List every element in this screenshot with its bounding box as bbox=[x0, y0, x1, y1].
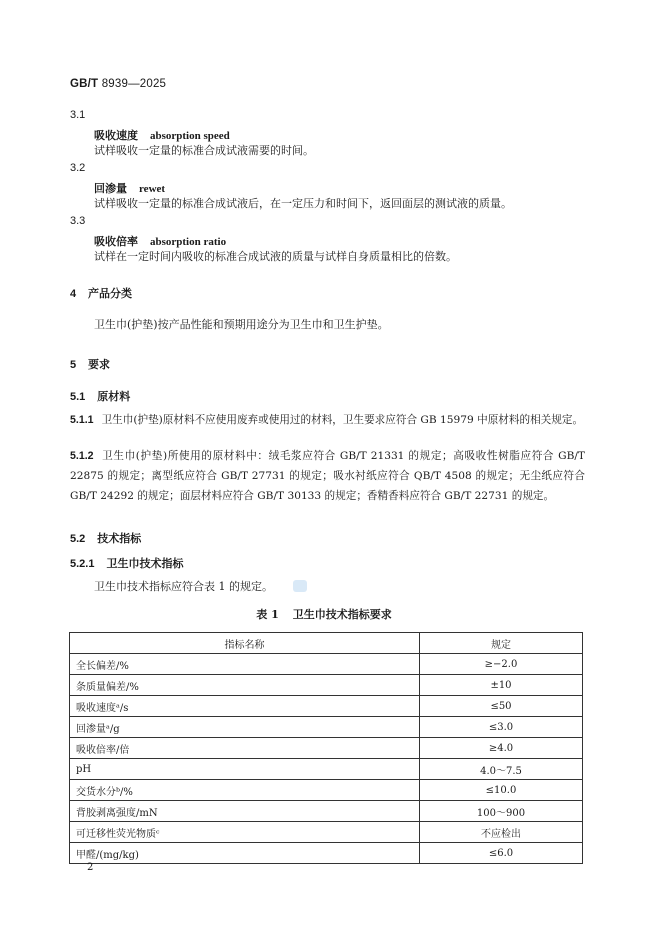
section-title: 产品分类 bbox=[88, 288, 132, 300]
watermark-stamp bbox=[293, 580, 307, 592]
section-number: 4 bbox=[70, 288, 77, 300]
table-header-cell: 规定 bbox=[420, 633, 583, 654]
term-definition: 试样在一定时间内吸收的标准合成试液的质量与试样自身质量相比的倍数。 bbox=[94, 250, 457, 263]
standard-prefix: GB/T bbox=[70, 78, 99, 90]
table-cell-name: 吸收速度ᵃ/s bbox=[70, 696, 420, 717]
table-cell-value: ≤10.0 bbox=[420, 780, 583, 801]
table-row bbox=[70, 654, 583, 675]
table-cell-value: ±10 bbox=[420, 675, 583, 696]
clause-number: 5.1.1 bbox=[70, 414, 94, 426]
table-cell-value: ≤3.0 bbox=[420, 717, 583, 738]
subsection-title: 技术指标 bbox=[97, 533, 142, 545]
section-text: 卫生巾(护垫)按产品性能和预期用途分为卫生巾和卫生护垫。 bbox=[94, 318, 389, 331]
table-row bbox=[70, 843, 583, 864]
table-cell-value: ≥4.0 bbox=[420, 738, 583, 759]
term-en: absorption speed bbox=[150, 130, 230, 142]
table-cell-value: 100～900 bbox=[420, 801, 583, 822]
term-cn: 吸收速度 bbox=[94, 129, 138, 142]
subsubsection-number: 5.2.1 bbox=[70, 558, 95, 570]
subsection-title: 原材料 bbox=[97, 391, 131, 403]
term-cn: 吸收倍率 bbox=[94, 235, 138, 248]
subsection-heading bbox=[70, 388, 130, 404]
term-en: absorption ratio bbox=[150, 236, 227, 248]
table-row bbox=[70, 759, 583, 780]
table-cell-name: 全长偏差/% bbox=[70, 654, 420, 675]
table-cell-name: 条质量偏差/% bbox=[70, 675, 420, 696]
spec-table bbox=[69, 632, 583, 864]
table-cell-name: 交货水分ᵇ/% bbox=[70, 780, 420, 801]
table-cell-name: 背胶剥离强度/mN bbox=[70, 801, 420, 822]
table-cell-name: 甲醛/(mg/kg) bbox=[70, 843, 420, 864]
subsection-number: 5.1 bbox=[70, 391, 86, 403]
term-number: 3.1 bbox=[70, 109, 86, 121]
table-cell-value: ≤50 bbox=[420, 696, 583, 717]
subsection-heading bbox=[70, 530, 141, 546]
clause-5-1-1 bbox=[70, 410, 585, 430]
standard-code: 8939—2025 bbox=[101, 78, 167, 90]
subsubsection-heading bbox=[70, 555, 183, 571]
table-caption-number: 表 1 bbox=[256, 608, 279, 621]
clause-text: 卫生巾(护垫)所使用的原材料中：绒毛浆应符合 GB/T 21331 的规定；高吸收性树脂应符合 GB/T 22875 的规定；离型纸应符合 GB/T 27731 的规定；吸水衬纸应符合 QB/T 4508 的规定；无尘纸应符合 GB/T 24292 的规定；面层材料应符合 GB/T 30133 的规定；香精香料应符合 GB/T 22731 的规定。 bbox=[70, 450, 585, 502]
subsubsection-title: 卫生巾技术指标 bbox=[106, 558, 184, 570]
clause-text: 卫生巾(护垫)原材料不应使用废弃或使用过的材料，卫生要求应符合 GB 15979 中原材料的相关规定。 bbox=[101, 414, 584, 426]
table-cell-name: pH bbox=[70, 759, 420, 780]
table-caption-title: 卫生巾技术指标要求 bbox=[292, 608, 392, 621]
table-row bbox=[70, 696, 583, 717]
subsection-number: 5.2 bbox=[70, 533, 86, 545]
table-header-row bbox=[70, 633, 583, 654]
clause-number: 5.1.2 bbox=[70, 450, 94, 462]
term-definition: 试样吸收一定量的标准合成试液需要的时间。 bbox=[94, 144, 314, 157]
term-definition: 试样吸收一定量的标准合成试液后，在一定压力和时间下，返回面层的测试液的质量。 bbox=[94, 197, 512, 210]
table-row bbox=[70, 675, 583, 696]
clause-5-1-2 bbox=[70, 446, 585, 506]
table-cell-name: 吸收倍率/倍 bbox=[70, 738, 420, 759]
table-cell-name: 回渗量ᵃ/g bbox=[70, 717, 420, 738]
term-number: 3.2 bbox=[70, 162, 86, 174]
table-cell-name: 可迁移性荧光物质ᶜ bbox=[70, 822, 420, 843]
table-header-cell: 指标名称 bbox=[70, 633, 420, 654]
section-heading bbox=[70, 285, 132, 301]
table-row bbox=[70, 780, 583, 801]
table-cell-value: 4.0～7.5 bbox=[420, 759, 583, 780]
table-row bbox=[70, 801, 583, 822]
section-text: 卫生巾技术指标应符合表 1 的规定。 bbox=[94, 580, 273, 593]
table-caption bbox=[0, 606, 662, 622]
section-heading bbox=[70, 356, 110, 372]
table-cell-value: ≥−2.0 bbox=[420, 654, 583, 675]
table-row bbox=[70, 717, 583, 738]
term-number: 3.3 bbox=[70, 215, 86, 227]
table-row bbox=[70, 822, 583, 843]
table-cell-value: ≤6.0 bbox=[420, 843, 583, 864]
table-row bbox=[70, 738, 583, 759]
term-cn: 回渗量 bbox=[94, 182, 127, 195]
section-title: 要求 bbox=[88, 359, 110, 371]
page-number: 2 bbox=[87, 862, 94, 873]
section-number: 5 bbox=[70, 359, 77, 371]
standard-header bbox=[70, 78, 166, 90]
table-cell-value: 不应检出 bbox=[420, 822, 583, 843]
term-en: rewet bbox=[139, 183, 166, 195]
